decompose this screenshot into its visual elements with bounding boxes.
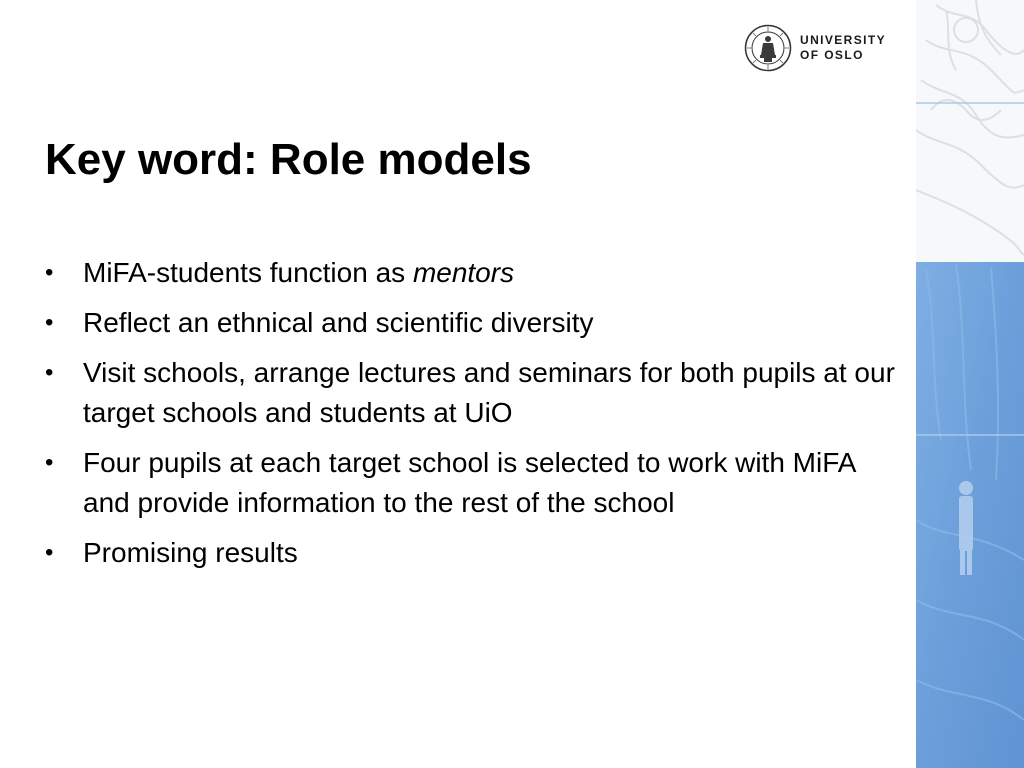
bullet-item [45,443,895,523]
university-seal-icon [744,24,792,72]
bullet-item [45,303,895,343]
decorative-side-panel [916,0,1024,768]
logo-line-1: UNIVERSITY [800,33,887,47]
bullet-text: MiFA-students function as [83,257,413,288]
bullet-item [45,533,895,573]
side-panel-artwork [916,0,1024,768]
bullet-emphasis: mentors [412,257,515,288]
bullet-text: Four pupils at each target school is selected to work with MiFA and provide information to the rest of the school [83,447,855,518]
university-wordmark [800,33,886,63]
bullet-text: Promising results [83,537,298,568]
slide-title: Key word: Role models [45,135,532,184]
bullet-text: Visit schools, arrange lectures and seminars for both pupils at our target schools and students at UiO [83,357,895,428]
bullet-text: Reflect an ethnical and scientific diversity [83,307,594,338]
logo-line-2: OF OSLO [800,48,864,62]
university-logo [744,24,904,72]
bullet-list [45,253,895,583]
bullet-item [45,253,895,293]
bullet-item [45,353,895,433]
